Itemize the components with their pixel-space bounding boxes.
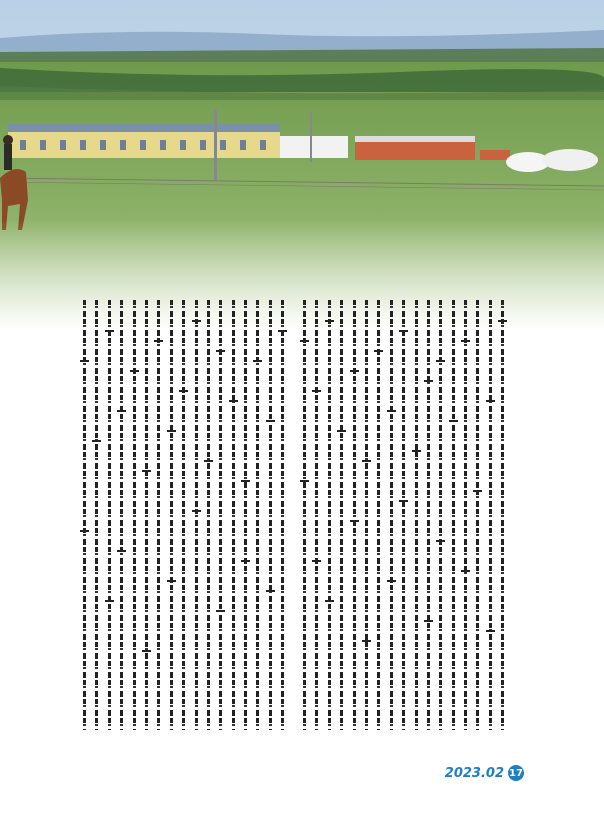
text-column [399,300,408,730]
text-column [461,300,470,730]
text-column [498,300,507,730]
page-number: 17 [508,765,524,781]
text-column [412,300,421,730]
text-column [278,300,287,730]
text-column [436,300,445,730]
text-column [192,300,201,730]
text-column [449,300,458,730]
article-text-right [300,300,511,730]
text-column [142,300,151,730]
text-column [92,300,101,730]
article-text-left [80,300,291,730]
text-column [424,300,433,730]
grassland-photo [0,0,604,330]
text-column [374,300,383,730]
text-column [154,300,163,730]
text-column [387,300,396,730]
text-column [80,300,89,730]
text-column [204,300,213,730]
text-column [253,300,262,730]
page-footer [445,765,524,781]
text-column [130,300,139,730]
text-column [117,300,126,730]
text-column [300,300,309,730]
text-column [325,300,334,730]
text-column [362,300,371,730]
text-column [350,300,359,730]
text-column [473,300,482,730]
text-column [216,300,225,730]
text-column [312,300,321,730]
text-column [337,300,346,730]
text-column [179,300,188,730]
text-column [167,300,176,730]
text-column [486,300,495,730]
text-column [229,300,238,730]
text-column [105,300,114,730]
issue-number: 2023.02 [444,765,504,781]
text-column [241,300,250,730]
text-column [266,300,275,730]
